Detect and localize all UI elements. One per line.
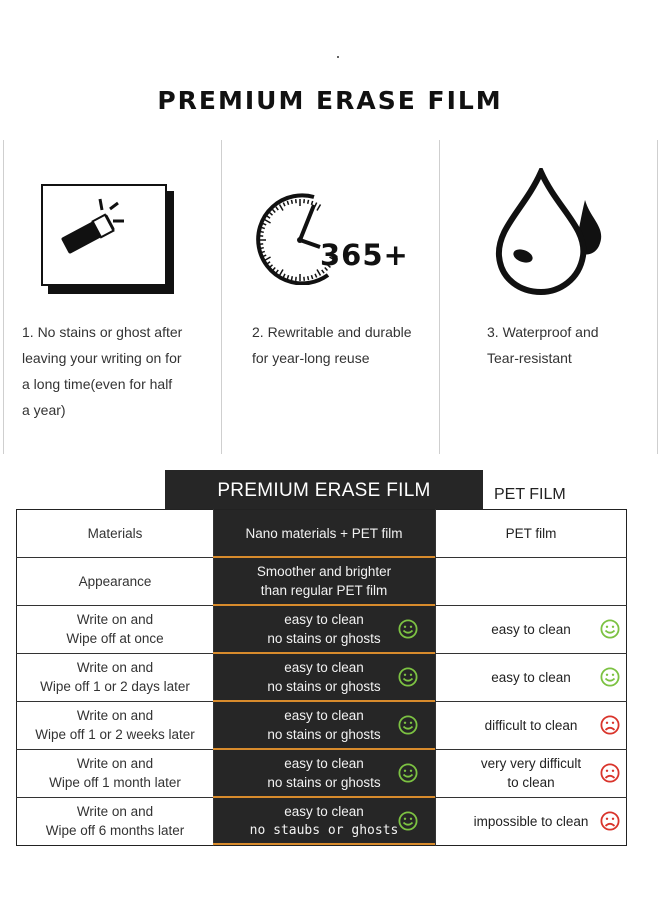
happy-face-icon <box>600 619 620 639</box>
feature-2-text: 2. Rewritable and durable for year-long reuse <box>252 324 412 366</box>
clock-tick <box>287 275 288 279</box>
clock-tick <box>276 207 278 210</box>
row-label <box>17 509 213 557</box>
cell-text: Wipe off at once <box>66 631 164 646</box>
pet-column-header: PET FILM <box>494 486 566 503</box>
clock-tick <box>260 248 264 249</box>
cell-text: impossible to clean <box>473 813 589 829</box>
clock-tick <box>308 276 309 280</box>
cell-text: Write on and <box>76 756 154 771</box>
clock-tick <box>287 201 288 205</box>
row-label <box>17 557 213 605</box>
cell-text: easy to clean <box>284 756 364 771</box>
pet-cell <box>435 749 627 797</box>
cell-text: Write on and <box>76 804 154 819</box>
sad-face-icon <box>600 763 620 783</box>
cell-text: Appearance <box>78 573 152 589</box>
clock-tick <box>283 203 285 207</box>
clock-tick <box>315 274 317 278</box>
clock-tick <box>264 220 270 224</box>
pet-cell <box>435 509 627 557</box>
cell-text: no stains or ghosts <box>267 631 381 646</box>
clock-tick <box>283 274 285 278</box>
clock-tick <box>267 216 270 218</box>
cell-text: than regular PET film <box>260 583 388 598</box>
cell-text: to clean <box>507 775 555 790</box>
sad-face-icon <box>600 715 620 735</box>
cell-text: easy to clean <box>491 621 571 637</box>
happy-face-icon <box>398 811 418 831</box>
clock-badge: 365+ <box>320 238 409 272</box>
sad-face-icon <box>600 811 620 831</box>
clock-tick <box>273 267 276 270</box>
decorative-dot <box>337 56 339 58</box>
cell-text: Wipe off 1 month later <box>49 775 181 790</box>
row-label <box>17 605 213 653</box>
happy-face-icon <box>600 667 620 687</box>
feature-divider <box>3 140 4 454</box>
cell-text: Wipe off 1 or 2 weeks later <box>35 727 195 742</box>
cell-text: no stains or ghosts <box>267 775 381 790</box>
clock-tick <box>276 270 278 273</box>
clock-tick <box>291 200 292 204</box>
cell-text: Write on and <box>76 708 154 723</box>
cell-text: Wipe off 6 months later <box>45 823 185 838</box>
cell-text: easy to clean <box>284 708 364 723</box>
pet-cell <box>435 701 627 749</box>
clock-tick <box>311 201 312 205</box>
feature-divider <box>221 140 222 454</box>
premium-column-header: PREMIUM ERASE FILM <box>165 470 483 509</box>
cell-text: Write on and <box>76 660 154 675</box>
pet-cell <box>435 797 627 845</box>
feature-1-text: 1. No stains or ghost after leaving your writing on for a long time(even for half a year) <box>22 324 183 418</box>
feature-3-text: 3. Waterproof and Tear-resistant <box>487 324 599 366</box>
row-accent-line <box>213 843 435 845</box>
premium-cell <box>213 509 435 557</box>
clock-tick <box>280 204 284 210</box>
cell-text: Materials <box>87 525 143 541</box>
cell-text: easy to clean <box>284 612 364 627</box>
cell-text: Smoother and brighter <box>256 564 392 579</box>
clock-tick <box>280 269 284 275</box>
clock-tick <box>308 200 309 204</box>
clock-tick <box>270 213 273 216</box>
happy-face-icon <box>398 715 418 735</box>
clock-tick <box>311 275 312 279</box>
cell-text: Write on and <box>76 612 154 627</box>
clock-tick <box>264 257 270 261</box>
happy-face-icon <box>398 763 418 783</box>
premium-cell <box>213 557 435 605</box>
clock-tick <box>260 231 264 232</box>
clock-tick <box>273 210 276 213</box>
cell-text: no stains or ghosts <box>267 727 381 742</box>
cell-text: no stains or ghosts <box>267 679 381 694</box>
cell-text: easy to clean <box>284 804 364 819</box>
row-label <box>17 797 213 845</box>
page-title: PREMIUM ERASE FILM <box>157 86 503 115</box>
cell-text: very very difficult <box>480 756 582 771</box>
clock-tick <box>291 276 292 280</box>
happy-face-icon <box>398 619 418 639</box>
row-label <box>17 749 213 797</box>
water-drop-icon <box>495 168 615 298</box>
cell-text: no staubs or ghosts <box>249 823 399 838</box>
row-label <box>17 701 213 749</box>
cell-text: Wipe off 1 or 2 days later <box>40 679 190 694</box>
pet-cell <box>435 653 627 701</box>
happy-face-icon <box>398 667 418 687</box>
feature-divider <box>657 140 658 454</box>
row-label <box>17 653 213 701</box>
clock-tick <box>270 265 273 268</box>
clock-tick <box>267 262 270 264</box>
cell-text: difficult to clean <box>484 717 578 733</box>
eraser-icon <box>40 183 175 295</box>
feature-divider <box>439 140 440 454</box>
cell-text: Nano materials + PET film <box>245 525 403 541</box>
cell-text: easy to clean <box>491 669 571 685</box>
pet-cell <box>435 557 627 605</box>
clock-tick <box>317 204 321 210</box>
cell-text: easy to clean <box>284 660 364 675</box>
pet-cell <box>435 605 627 653</box>
clock-tick <box>263 223 267 225</box>
cell-text: PET film <box>505 525 557 541</box>
